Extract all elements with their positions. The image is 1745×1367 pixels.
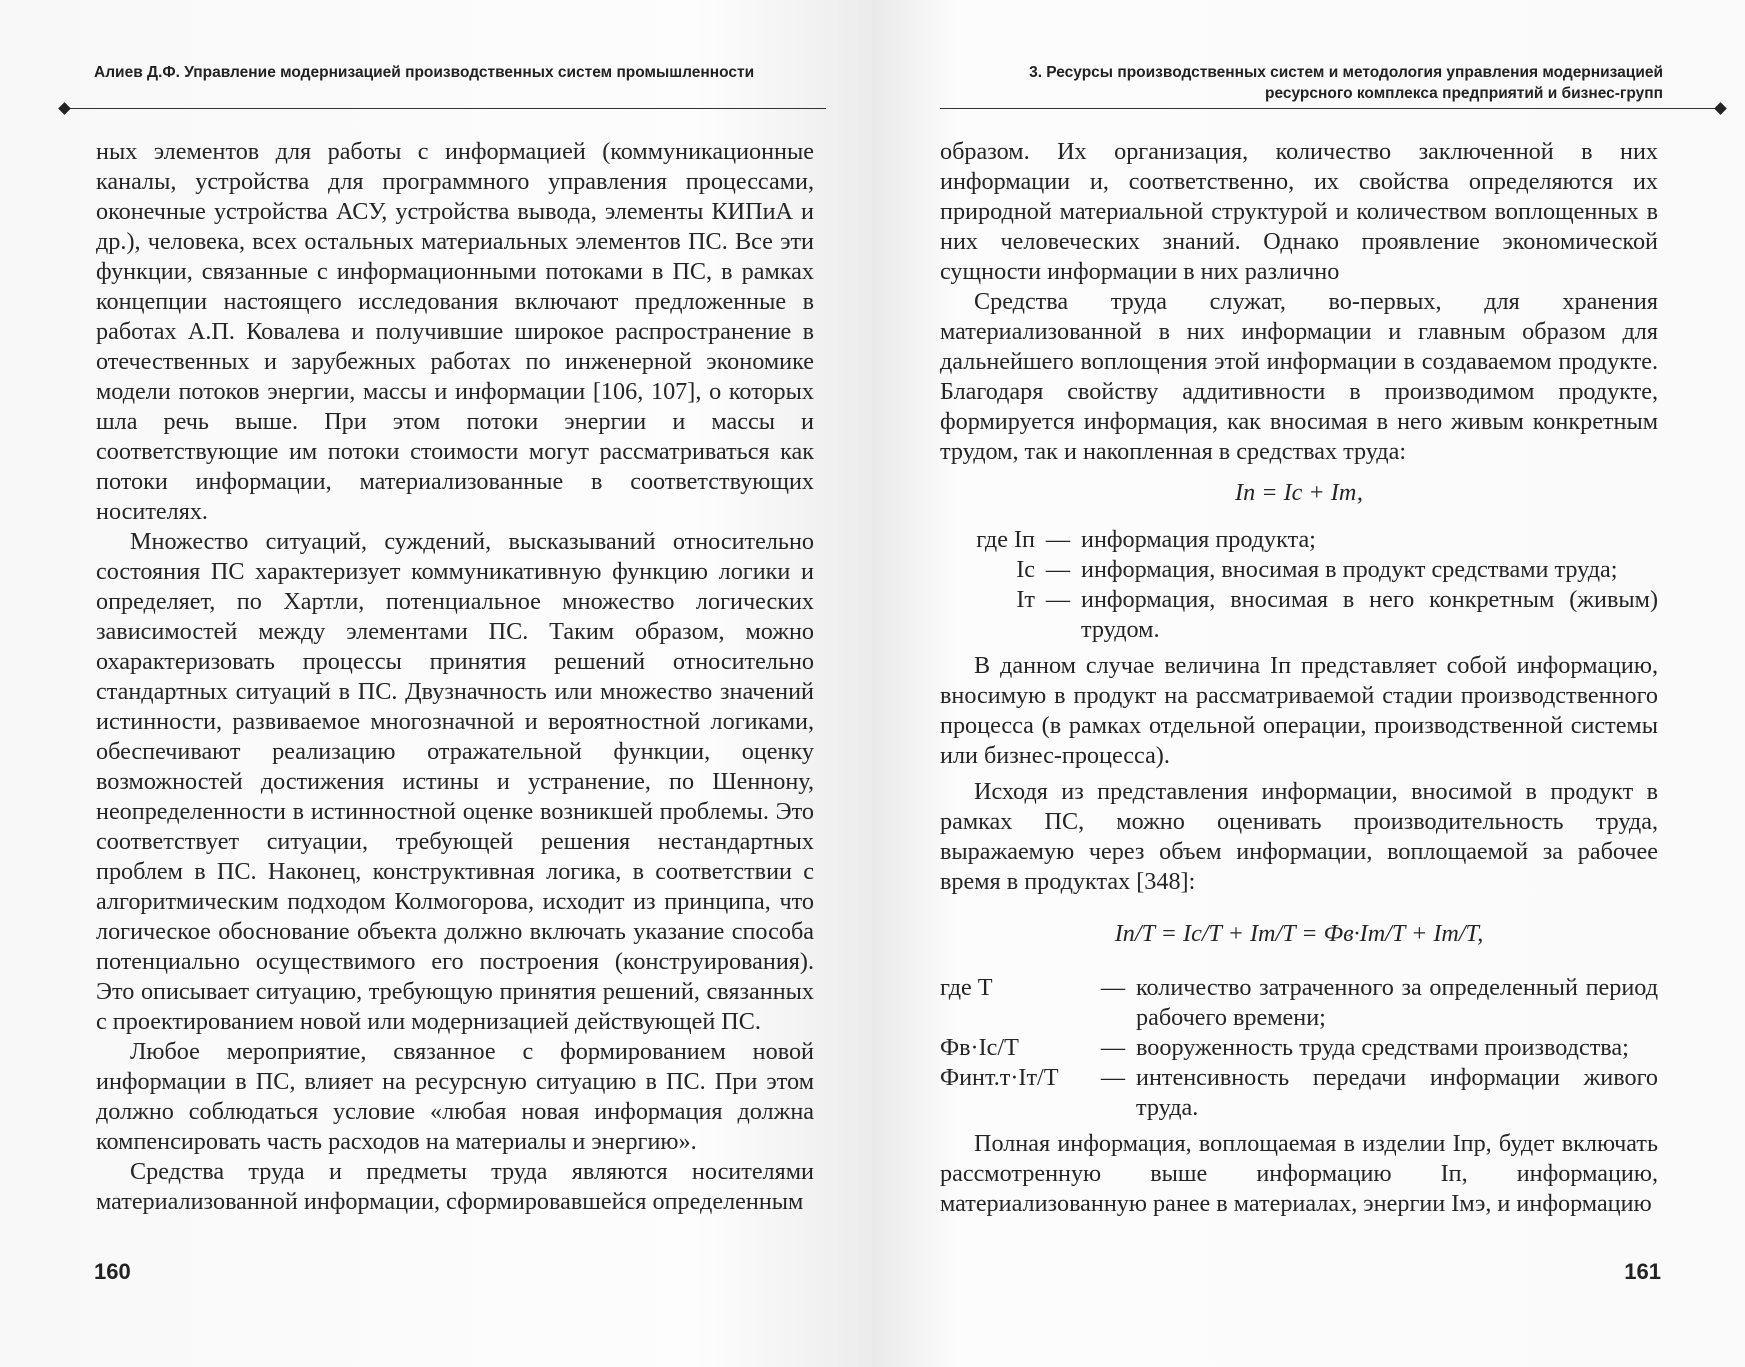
paragraph: Множество ситуаций, суждений, высказываний относительно состояния ПС характеризует коммуникативную функцию логики и определяет, по Хартли, потенциальное множество логических зависимостей между элементами ПС. Таким образом, можно охарактеризовать процессы принятия решений относительно стандартных ситуаций в ПС. Двузначность или множество значений истинности, развиваемое многозначной и вероятностной логиками, обеспечивают реализацию отражательной функции, оценку возможностей достижения истины и устранение, по Шеннону, неопределенности в истинностной оценке возникшей проблемы. Это соответствует ситуации, требующей решения нестандартных проблем в ПС. Наконец, конструктивная логика, в соответствии с алгоритмическим подходом Колмогорова, исходит из принципа, что логическое обоснование объекта должно включать указание способа потенциально осуществимого его построения (конструирования). Это описывает ситуацию, требующую принятия решений, связанных с проектированием новой или модернизацией действующей ПС. (96, 528, 814, 1035)
left-body-text (96, 137, 814, 1217)
definition-dash: — (1100, 1034, 1126, 1061)
definition-dash: — (1045, 526, 1071, 553)
definition-dash: — (1100, 974, 1126, 1001)
definition-dash: — (1100, 1064, 1126, 1091)
definition-row (940, 525, 1658, 555)
definitions-list-2 (940, 973, 1658, 1123)
definition-row (940, 1063, 1658, 1123)
paragraph: ных элементов для работы с информацией (коммуникационные каналы, устройства для программного управления процессами, оконечные устройства АСУ, устройства вывода, элементы КИПиА и др.), человека, всех остальных материальных элементов ПС. Все эти функции, связанные с информационными потоками в ПС, в рамках концепции настоящего исследования включают предложенные в работах А.П. Ковалева и получившие широкое распространение в отечественных и зарубежных работах по инженерной экономике модели потоков энергии, массы и информации [106, 107], о которых шла речь выше. При этом потоки энергии и массы и соответствующие им потоки стоимости могут рассматриваться как потоки информации, материализованные в соответствующих носителях. (96, 138, 814, 525)
definition-symbol: где T (940, 974, 993, 1001)
definition-row (940, 973, 1658, 1033)
right-page-number: 161 (1624, 1259, 1661, 1284)
definition-dash: — (1045, 556, 1071, 583)
definition-text: количество затраченного за определенный период рабочего времени; (1136, 974, 1658, 1031)
paragraph: Средства труда служат, во-первых, для хранения материализованной в них информации и главным образом для дальнейшего воплощения этой информации в создаваемом продукте. Благодаря свойству аддитивности в производимом продукте, формируется информация, как вносимая в него живым конкретным трудом, так и накопленная в средствах труда: (940, 288, 1658, 465)
right-header-rule (940, 108, 1720, 109)
formula-text: Iп/T = Iс/T + Iт/T = Фв·Iт/T + Iт/T, (1114, 920, 1484, 947)
definition-dash: — (1045, 586, 1071, 613)
left-header-rule (66, 108, 826, 109)
definition-symbol: где Iп (976, 526, 1035, 553)
left-page (0, 0, 872, 1367)
paragraph: Исходя из представления информации, вносимой в продукт в рамках ПС, можно оценивать производительность труда, выражаемую через объем информации, воплощаемой за рабочее время в продуктах [348]: (940, 778, 1658, 895)
formula-information-sum (940, 475, 1658, 511)
definition-row (940, 555, 1658, 585)
left-running-header: Алиев Д.Ф. Управление модернизацией производственных систем промышленности (94, 64, 755, 81)
definition-symbol: Финт.т·Iт/T (940, 1064, 1059, 1091)
definition-symbol: Iс (1016, 556, 1035, 583)
left-page-number: 160 (94, 1259, 131, 1284)
right-page (872, 0, 1745, 1367)
definition-row (940, 1033, 1658, 1063)
paragraph: В данном случае величина Iп представляет собой информацию, вносимую в продукт на рассматриваемой стадии производственного процесса (в рамках отдельной операции, производственной системы или бизнес-процесса). (940, 652, 1658, 769)
definition-symbol: Iт (1016, 586, 1035, 613)
paragraph: Полная информация, воплощаемая в изделии Iпр, будет включать рассмотренную выше информацию Iп, информацию, материализованную ранее в материалах, энергии Iмэ, и информацию (940, 1130, 1658, 1217)
definition-text: интенсивность передачи информации живого труда. (1136, 1064, 1658, 1121)
paragraph: образом. Их организация, количество заключенной в них информации и, соответственно, их свойства определяются их природной материальной структурой и количеством воплощенных в них человеческих знаний. Однако проявление экономической сущности информации в них различно (940, 138, 1658, 285)
paragraph: Любое мероприятие, связанное с формированием новой информации в ПС, влияет на ресурсную ситуацию в ПС. При этом должно соблюдаться условие «любая новая информация должна компенсировать часть расходов на материалы и энергию». (96, 1038, 814, 1155)
right-header-diamond (1714, 102, 1727, 115)
definition-text: информация, вносимая в продукт средствами труда; (1081, 556, 1618, 583)
paragraph: Средства труда и предметы труда являются носителями материализованной информации, сформировавшейся определенным (96, 1158, 814, 1215)
definition-symbol: Фв·Iс/T (940, 1034, 1019, 1061)
definition-text: информация, вносимая в него конкретным (живым) трудом. (1081, 586, 1658, 643)
definition-row (940, 585, 1658, 645)
definitions-list-1 (940, 525, 1658, 645)
formula-text: Iп = Iс + Iт, (1235, 479, 1363, 506)
definition-text: информация продукта; (1081, 526, 1316, 553)
definition-text: вооруженность труда средствами производства; (1136, 1034, 1629, 1061)
right-body-text (940, 137, 1658, 1219)
right-running-header: 3. Ресурсы производственных систем и методология управления модернизацией ресурсного комплекса предприятий и бизнес-групп (1029, 64, 1663, 102)
left-header-diamond (58, 102, 71, 115)
formula-productivity (940, 907, 1658, 961)
